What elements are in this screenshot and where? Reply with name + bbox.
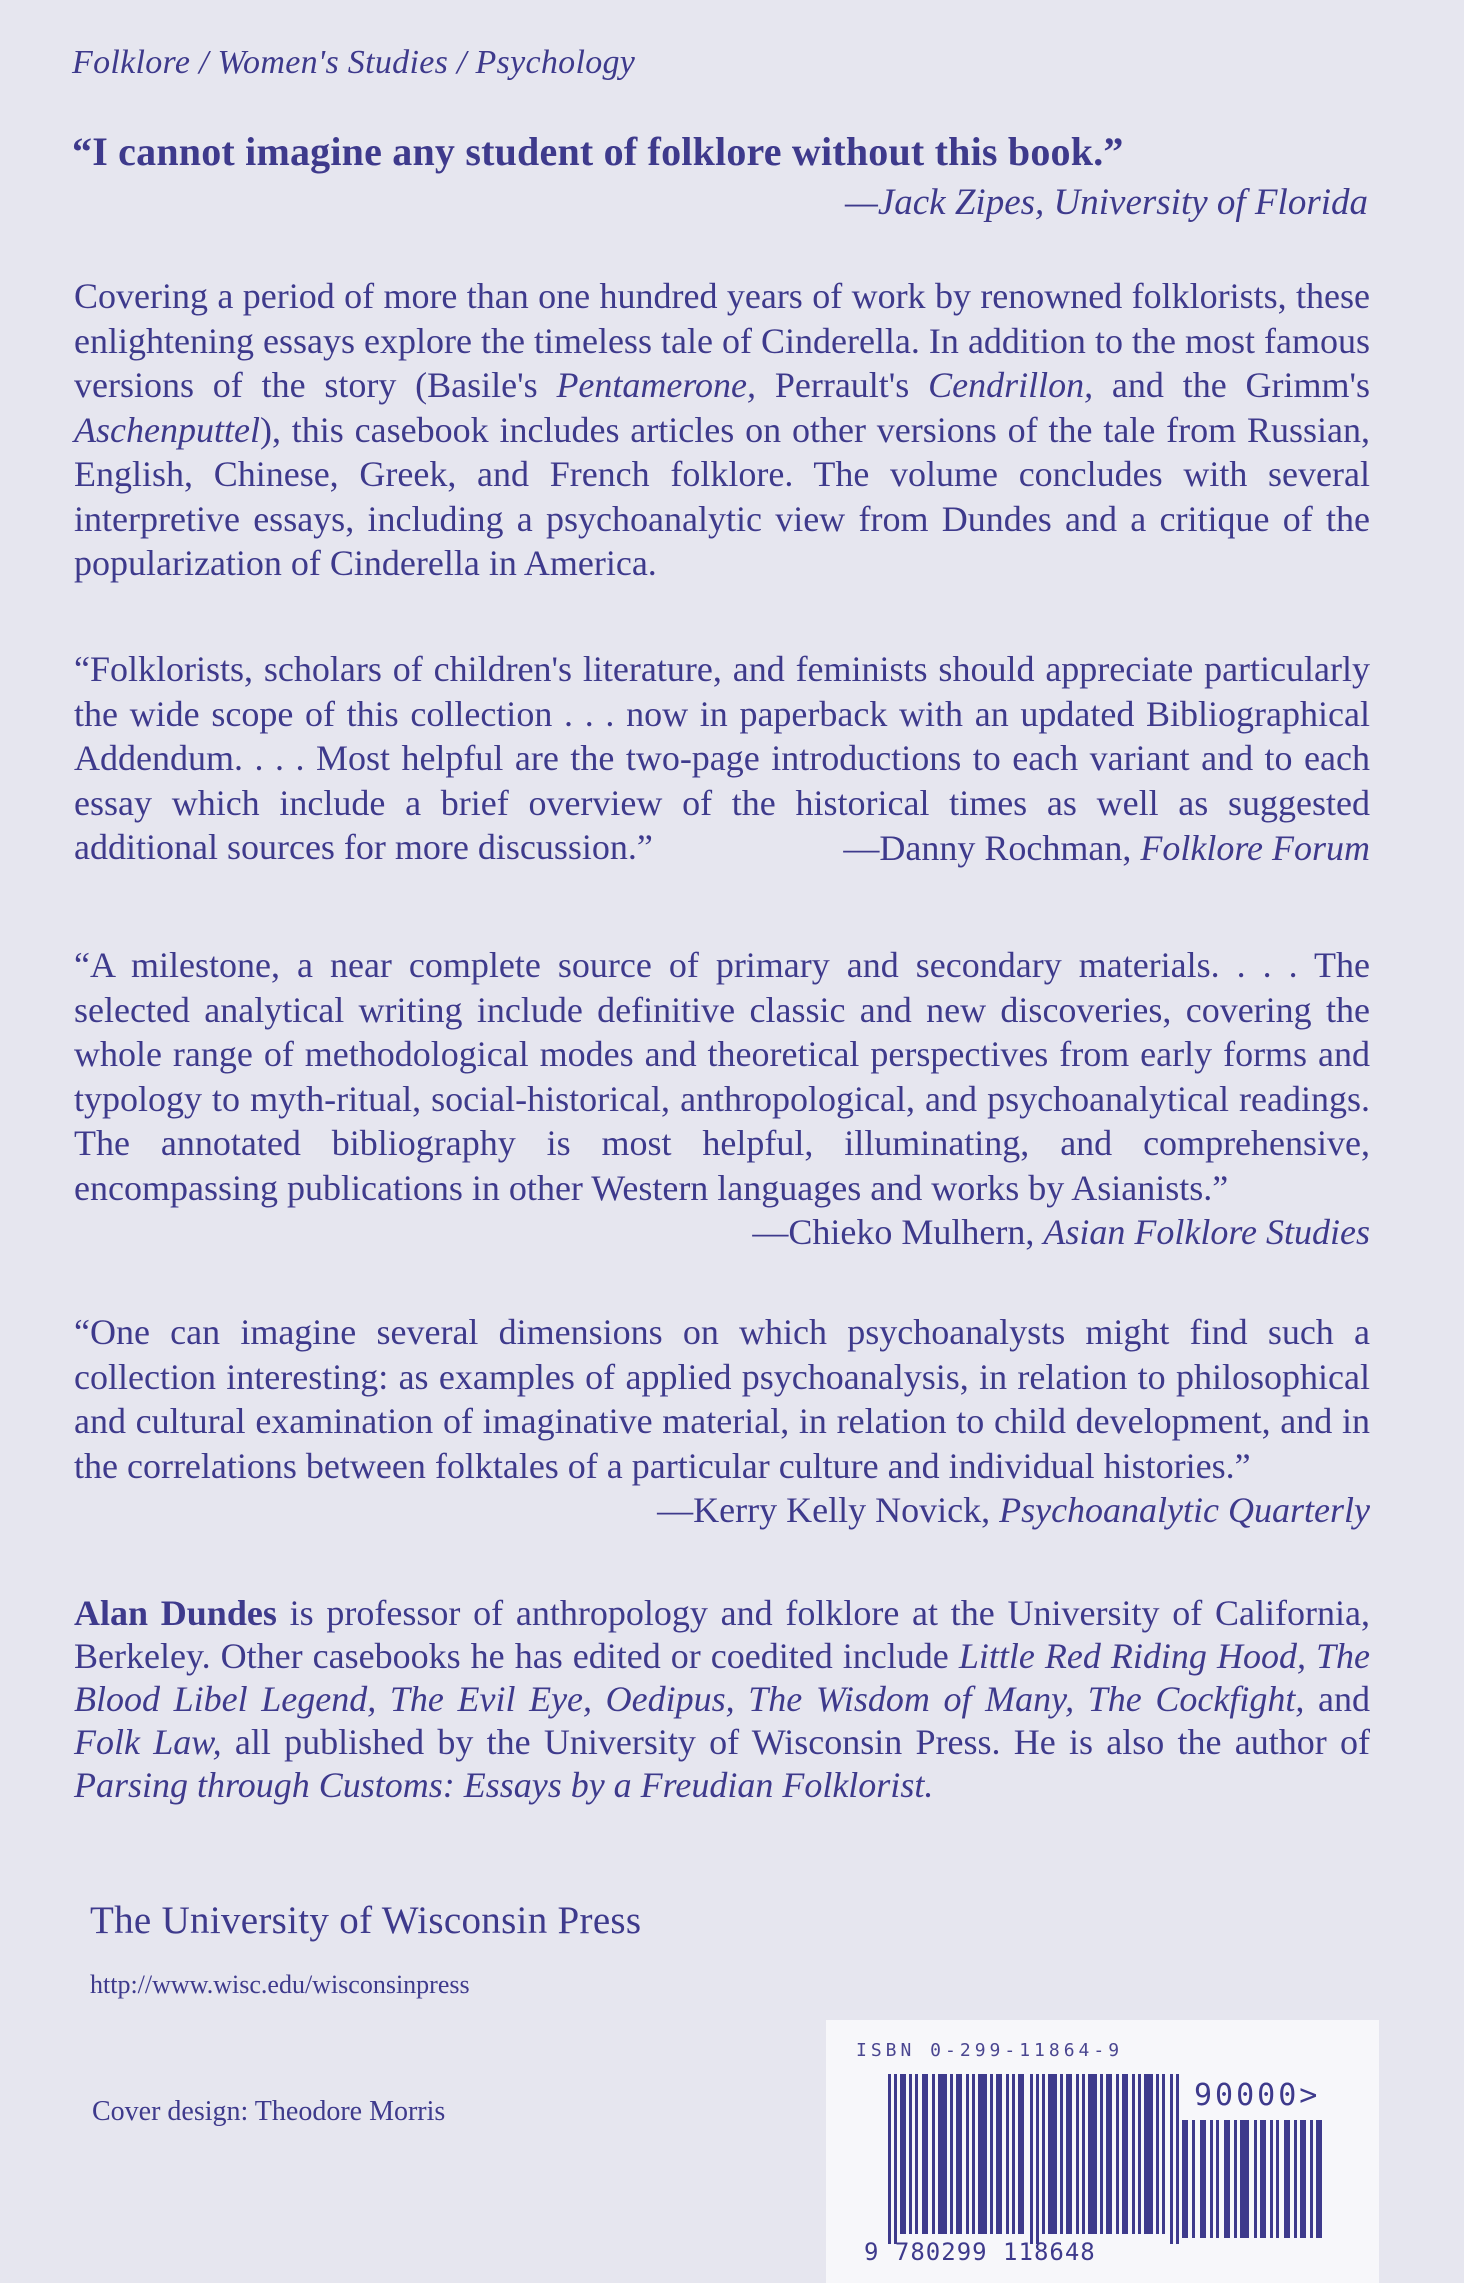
review-source: Folklore Forum (1140, 827, 1370, 868)
category-line: Folklore / Women's Studies / Psychology (72, 44, 636, 81)
ean-barcode-icon (888, 2074, 1188, 2244)
review-text: “One can imagine several dimensions on which psychoanalysts might find such a collection interesting: as examples of applied psychoanalysis, in relation to philosophical and cultural examination of imaginative material, in relation to child development, and in the correlations between folktales of a particular culture and individual histories.” (74, 1312, 1370, 1486)
description-text: Covering a period of more than one hundred years of work by renowned folklorists, these enlightening essays explore the timeless tale of Cinderella. In addition to the most famous versions of the story (Basile's (74, 276, 1370, 405)
title-pentamerone: Pentamerone, (556, 365, 757, 405)
pull-quote-attribution: —Jack Zipes, University of Florida (844, 182, 1368, 223)
description-text: ), this casebook includes articles on other versions of the tale from Russian, English, Chinese, Greek, and French folklore. The volume concludes with several interpretive essays, including a psychoanalytic view from Dundes and a critique of the popularization of Cinderella in America. (74, 409, 1370, 583)
review-mulhern (74, 943, 1370, 1255)
publisher-name: The University of Wisconsin Press (90, 1899, 642, 1942)
author-bio (74, 1592, 1370, 1807)
bio-title-folk-law: Folk Law, (74, 1722, 222, 1762)
review-source: Asian Folklore Studies (1043, 1212, 1370, 1252)
bio-casebook-titles: Little Red Riding Hood, The Blood Libel Legend, The Evil Eye, Oedipus, The Wisdom of Many, The Cockfight, (74, 1636, 1371, 1719)
description-paragraph (74, 274, 1370, 586)
description-text: and the Grimm's (1093, 365, 1370, 405)
review-text: “A milestone, a near complete source of primary and secondary materials. . . . The selected analytical writing include definitive classic and new discoveries, covering the whole range of methodological modes and theoretical perspectives from early forms and typology to myth-ritual, social-historical, anthropological, and psychoanalytical readings. The annotated bibliography is most helpful, illuminating, and comprehensive, encompassing publications in other Western languages and works by Asianists.” (74, 945, 1370, 1208)
cover-design-credit: Cover design: Theodore Morris (92, 2096, 446, 2127)
description-text: Perrault's (756, 365, 929, 405)
author-name: Alan Dundes (74, 1593, 277, 1633)
ean-digits: 9 780299 118648 (864, 2238, 1096, 2266)
review-text: “Folklorists, scholars of children's literature, and feminists should appreciate particularly the wide scope of this collection . . . now in paperback with an updated Bibliographical Addendum. . . . Most helpful are the two-page introductions to each variant and to each essay which include a brief overview of the historical times as well as suggested additional sources for more discussion.” (74, 649, 1370, 867)
review-rochman (74, 647, 1370, 870)
reviewer-name: —Kerry Kelly Novick, (657, 1490, 1000, 1530)
pull-quote (72, 128, 1372, 224)
review-source: Psychoanalytic Quarterly (999, 1490, 1370, 1530)
isbn-text: ISBN 0-299-11864-9 (856, 2040, 1124, 2061)
review-attribution (74, 1488, 1370, 1533)
pull-quote-text: “I cannot imagine any student of folklore without this book.” (72, 129, 1124, 174)
review-attribution (74, 1210, 1370, 1255)
review-novick (74, 1310, 1370, 1533)
addon-barcode-icon (1176, 2120, 1326, 2238)
barcode-label (826, 2020, 1379, 2283)
publisher-url[interactable]: http://www.wisc.edu/wisconsinpress (90, 1970, 470, 1999)
reviewer-name: —Danny Rochman, (843, 827, 1141, 868)
reviewer-name: —Chieko Mulhern, (752, 1212, 1044, 1252)
bio-text: is professor of anthropology and folklore at the University of California, Berkeley. Other casebooks he has edited or coedited include (74, 1593, 1370, 1676)
bio-text: all published by the University of Wisconsin Press. He is also the author of (221, 1722, 1370, 1762)
title-cendrillon: Cendrillon, (928, 365, 1094, 405)
price-code: 90000> (1194, 2078, 1321, 2113)
title-aschenputtel: Aschenputtel (74, 409, 260, 450)
bio-title-parsing: Parsing through Customs: Essays by a Freudian Folklorist. (74, 1765, 934, 1805)
bio-text: and (1304, 1679, 1370, 1719)
